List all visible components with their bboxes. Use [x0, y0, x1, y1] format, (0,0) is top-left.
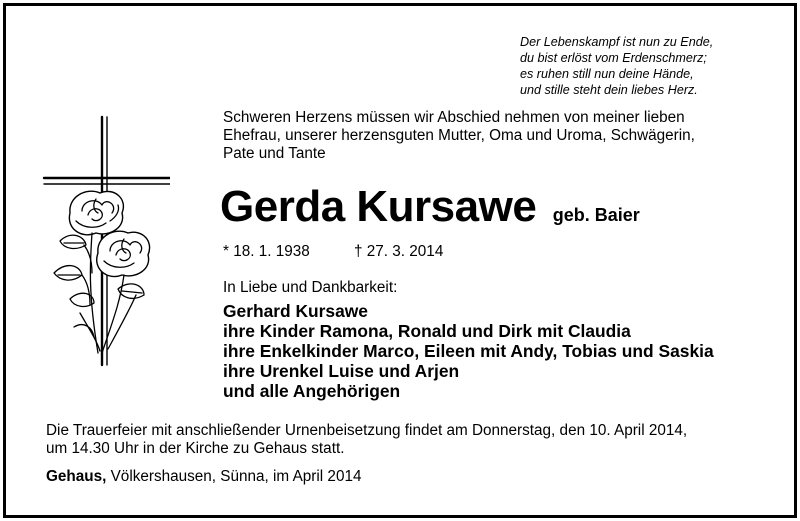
intro-line: Ehefrau, unserer herzensguten Mutter, Oma und Uroma, Schwägerin, [223, 127, 695, 144]
funeral-line: Die Trauerfeier mit anschließender Urnenbeisetzung findet am Donnerstag, den 10. April 2014, [46, 422, 688, 439]
place-rest: Völkershausen, Sünna, im April 2014 [106, 468, 362, 485]
place-town: Gehaus, [46, 468, 107, 485]
intro-line: Pate und Tante [223, 145, 326, 162]
death-date: † 27. 3. 2014 [354, 243, 444, 260]
funeral-notice [46, 422, 687, 458]
thanks-line: In Liebe und Dankbarkeit: [223, 279, 398, 296]
mourner-line: Gerhard Kursawe [223, 301, 368, 321]
deceased-name: Gerda Kursawe [220, 182, 537, 231]
poem-line: Der Lebenskampf ist nun zu Ende, [520, 35, 714, 49]
deceased-name-row [220, 182, 640, 232]
mourner-line: und alle Angehörigen [223, 381, 401, 401]
life-dates [223, 243, 443, 261]
intro-line: Schweren Herzens müssen wir Abschied nehmen von meiner lieben [223, 109, 685, 126]
poem-line: du bist erlöst vom Erdenschmerz; [520, 51, 707, 65]
poem-line: es ruhen still nun deine Hände, [520, 67, 694, 81]
place-and-date [46, 468, 361, 486]
mourner-line: ihre Kinder Ramona, Ronald und Dirk mit Claudia [223, 321, 631, 341]
funeral-line: um 14.30 Uhr in der Kirche zu Gehaus statt. [46, 440, 345, 457]
mourners-list [223, 301, 714, 401]
poem [520, 34, 713, 98]
poem-line: und stille steht dein liebes Herz. [520, 83, 698, 97]
mourner-line: ihre Enkelkinder Marco, Eileen mit Andy, Tobias und Saskia [223, 341, 714, 361]
maiden-name: geb. Baier [552, 205, 640, 225]
cross-with-roses-icon [40, 113, 170, 373]
mourner-line: ihre Urenkel Luise und Arjen [223, 361, 460, 381]
birth-date: * 18. 1. 1938 [223, 243, 310, 260]
intro-text [223, 109, 695, 163]
